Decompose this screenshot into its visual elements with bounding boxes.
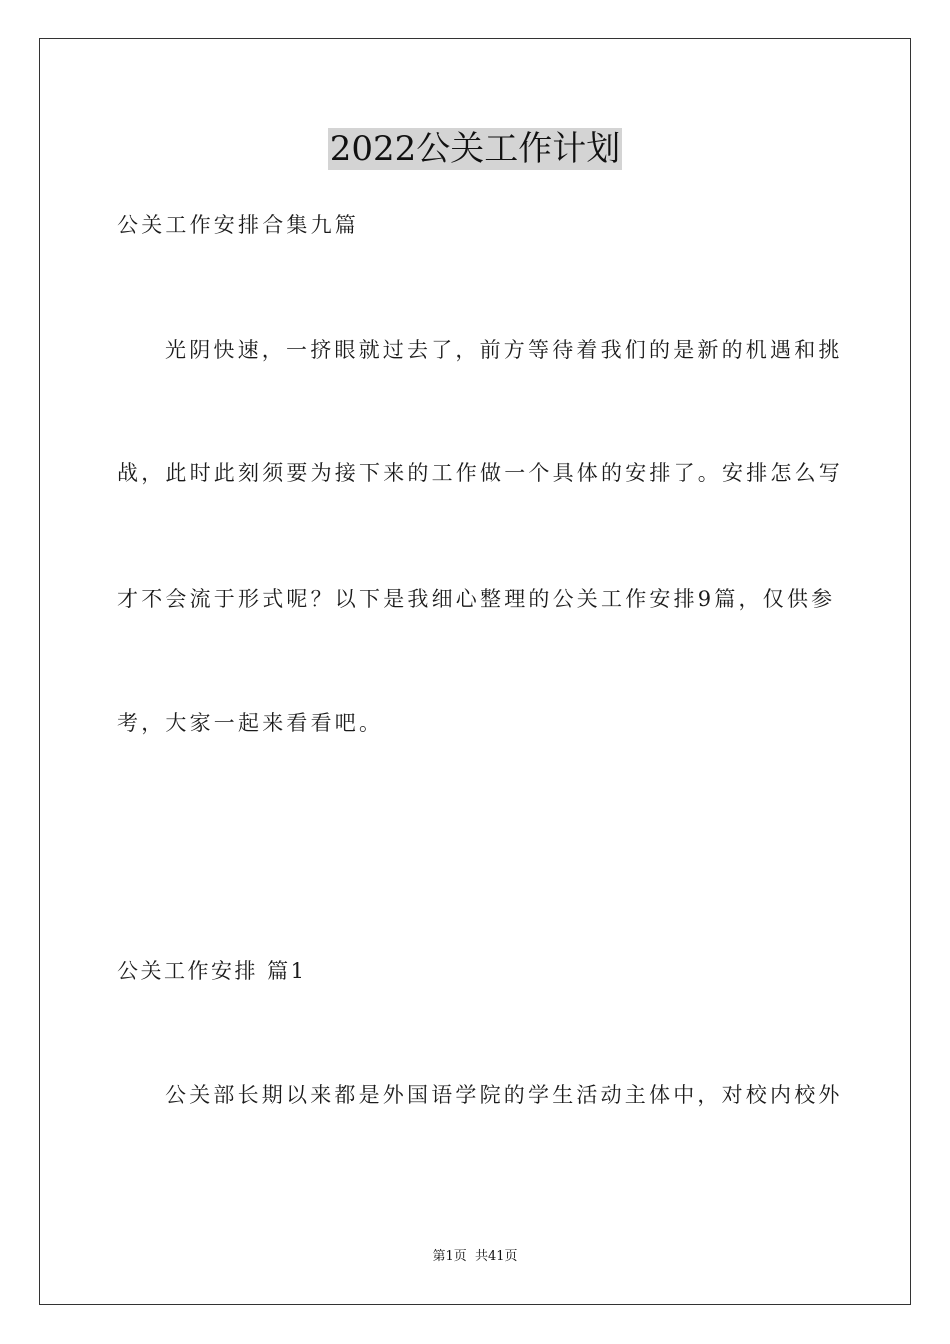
- title-container: [0, 128, 950, 170]
- page-number: 第1页: [432, 1249, 467, 1264]
- document-title: 2022公关工作计划: [329, 129, 621, 169]
- paragraph-line: 光阴快速，一挤眼就过去了，前方等待着我们的是新的机遇和挑: [165, 338, 843, 362]
- page-total: 共41页: [474, 1249, 518, 1264]
- section-heading: 公关工作安排 篇1: [117, 959, 307, 983]
- page-footer: [0, 1248, 950, 1266]
- paragraph-line: 才不会流于形式呢？以下是我细心整理的公关工作安排9篇，仅供参: [117, 587, 836, 611]
- document-subtitle: 公关工作安排合集九篇: [117, 213, 359, 237]
- paragraph-line: 考，大家一起来看看吧。: [117, 711, 384, 735]
- paragraph-line: 战，此时此刻须要为接下来的工作做一个具体的安排了。安排怎么写: [117, 461, 843, 485]
- paragraph-line: 公关部长期以来都是外国语学院的学生活动主体中，对校内校外: [165, 1083, 843, 1107]
